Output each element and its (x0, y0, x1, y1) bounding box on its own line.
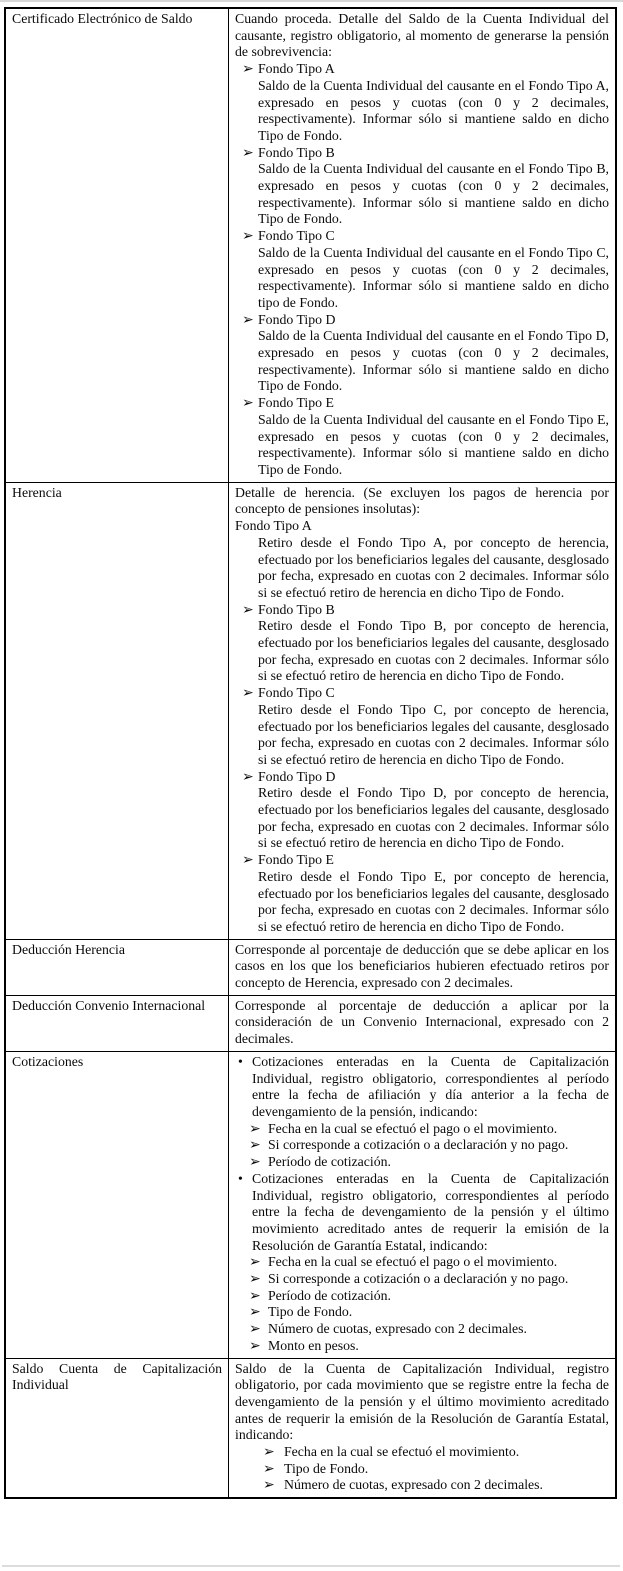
arrow-bullet-icon: ➢ (249, 1287, 261, 1303)
table-row (5, 482, 616, 939)
paragraph: Saldo de la Cuenta Individual del causante en el Fondo Tipo A, expresado en pesos y cuotas (con 0 y 2 decimales, respectivamente). Informar sólo si mantiene saldo en dicho Tipo de Fondo. (258, 77, 609, 143)
list-item-text: Tipo de Fondo. (268, 1304, 353, 1320)
table-row (5, 1358, 616, 1498)
list-item (242, 228, 609, 245)
arrow-bullet-icon: ➢ (242, 685, 254, 701)
page-top-edge (0, 0, 623, 2)
doc-table-body (5, 8, 616, 1498)
arrow-bullet-icon: ➢ (249, 1337, 261, 1353)
row-label-cell (5, 8, 229, 482)
page-bottom-edge (2, 1565, 620, 1567)
row-label-cell (5, 995, 229, 1051)
list-item (249, 1321, 609, 1338)
list-item (249, 1288, 609, 1305)
arrow-bullet-icon: ➢ (249, 1120, 261, 1136)
paragraph: Saldo de la Cuenta Individual del causante en el Fondo Tipo D, expresado en pesos y cuotas (con 0 y 2 decimales, respectivamente). Informar sólo si mantiene saldo en dicho Tipo de Fondo. (258, 328, 609, 394)
list-item-text: Monto en pesos. (268, 1337, 359, 1353)
list-item-text: Fondo Tipo D (258, 311, 336, 327)
row-content-cell (229, 995, 617, 1051)
dot-bullet-icon: • (238, 1170, 243, 1186)
row-label: Certificado Electrónico de Saldo (12, 11, 193, 26)
arrow-bullet-icon: ➢ (249, 1321, 261, 1337)
arrow-bullet-icon: ➢ (263, 1477, 275, 1493)
list-item (242, 852, 609, 869)
arrow-bullet-icon: ➢ (249, 1154, 261, 1170)
list-item (242, 312, 609, 329)
paragraph: Retiro desde el Fondo Tipo B, por concepto de herencia, efectuado por los beneficiarios legales del causante, desglosado por fecha, expresado en cuotas con 2 decimales. Informar sólo si se efectuó retiro de herencia en dicho Tipo de Fondo. (258, 618, 609, 684)
list-item (242, 685, 609, 702)
arrow-bullet-icon: ➢ (242, 61, 254, 77)
list-item (249, 1137, 609, 1154)
list-item-text: Cotizaciones enteradas en la Cuenta de Capitalización Individual, registro obligatorio, correspondientes al período entre la fecha de afiliación y día anterior a la fecha de devengamiento de la pensión, indicando: (252, 1053, 609, 1119)
arrow-bullet-icon: ➢ (249, 1304, 261, 1320)
list-item (242, 145, 609, 162)
list-item (249, 1254, 609, 1271)
arrow-bullet-icon: ➢ (242, 768, 254, 784)
list-item (249, 1338, 609, 1355)
list-item-text: Fondo Tipo E (258, 395, 334, 411)
paragraph: Detalle de herencia. (Se excluyen los pagos de herencia por concepto de pensiones insolutas): (235, 484, 609, 517)
list-item-text: Fondo Tipo E (258, 852, 334, 868)
list-item (249, 1121, 609, 1138)
list-item-text: Fecha en la cual se efectuó el pago o el movimiento. (268, 1120, 558, 1136)
list-item (242, 61, 609, 78)
row-content-cell (229, 939, 617, 995)
row-content-cell (229, 1358, 617, 1498)
list-item-text: Si corresponde a cotización o a declaración y no pago. (268, 1137, 569, 1153)
row-content-cell (229, 482, 617, 939)
paragraph: Cuando proceda. Detalle del Saldo de la Cuenta Individual del causante, registro obligatorio, al momento de generarse la pensión de sobrevivencia: (235, 11, 609, 60)
paragraph: Retiro desde el Fondo Tipo D, por concepto de herencia, efectuado por los beneficiarios legales del causante, desglosado por fecha, expresado en cuotas con 2 decimales. Informar sólo si se efectuó retiro de herencia en dicho Tipo de Fondo. (258, 785, 609, 851)
list-item (263, 1477, 609, 1494)
row-label: Deducción Convenio Internacional (12, 997, 206, 1013)
row-label: Deducción Herencia (12, 941, 125, 957)
arrow-bullet-icon: ➢ (249, 1137, 261, 1153)
paragraph: Fondo Tipo A (235, 518, 312, 534)
row-label-cell (5, 939, 229, 995)
list-item-text: Fecha en la cual se efectuó el pago o el movimiento. (268, 1254, 558, 1270)
list-item-text: Tipo de Fondo. (284, 1460, 369, 1476)
arrow-bullet-icon: ➢ (263, 1460, 275, 1476)
row-label: Herencia (12, 484, 62, 500)
arrow-bullet-icon: ➢ (242, 228, 254, 244)
paragraph: Saldo de la Cuenta de Capitalización Individual, registro obligatorio, por cada movimiento que se registre entre la fecha de devengamiento de la pensión y el último movimiento acreditado antes de requerir la emisión de la Resolución de Garantía Estatal, indicando: (235, 1360, 609, 1443)
row-label-cell (5, 482, 229, 939)
list-item-text: Fondo Tipo A (258, 61, 335, 77)
table-row (5, 1051, 616, 1358)
list-item-text: Fondo Tipo C (258, 228, 335, 244)
list-item (263, 1461, 609, 1478)
list-item (263, 1444, 609, 1461)
list-item-text: Fondo Tipo B (258, 144, 335, 160)
list-item (242, 395, 609, 412)
list-item-text: Fondo Tipo C (258, 685, 335, 701)
arrow-bullet-icon: ➢ (249, 1254, 261, 1270)
arrow-bullet-icon: ➢ (263, 1444, 275, 1460)
list-item (238, 1171, 609, 1255)
list-item-text: Fondo Tipo D (258, 768, 336, 784)
list-item-text: Período de cotización. (268, 1287, 391, 1303)
paragraph: Retiro desde el Fondo Tipo E, por concepto de herencia, efectuado por los beneficiarios legales del causante, desglosado por fecha, expresado en cuotas con 2 decimales. Informar sólo si se efectuó retiro de herencia en dicho Tipo de Fondo. (258, 868, 609, 934)
arrow-bullet-icon: ➢ (242, 311, 254, 327)
dot-bullet-icon: • (238, 1053, 243, 1069)
list-item-text: Número de cuotas, expresado con 2 decimales. (268, 1321, 527, 1337)
list-item (242, 769, 609, 786)
table-row (5, 8, 616, 482)
list-item (249, 1154, 609, 1171)
arrow-bullet-icon: ➢ (242, 144, 254, 160)
table-row (5, 995, 616, 1051)
paragraph: Saldo de la Cuenta Individual del causante en el Fondo Tipo B, expresado en pesos y cuotas (con 0 y 2 decimales, respectivamente). Informar sólo si mantiene saldo en dicho Tipo de Fondo. (258, 161, 609, 227)
row-content-cell (229, 1051, 617, 1358)
list-item-text: Fondo Tipo B (258, 601, 335, 617)
arrow-bullet-icon: ➢ (242, 601, 254, 617)
arrow-bullet-icon: ➢ (242, 852, 254, 868)
list-item-text: Período de cotización. (268, 1154, 391, 1170)
row-label-cell (5, 1051, 229, 1358)
list-item-text: Cotizaciones enteradas en la Cuenta de Capitalización Individual, registro obligatorio, correspondientes al período entre la fecha de devengamiento de la pensión y el último movimiento acreditado antes de requerir la emisión de la Resolución de Garantía Estatal, indicando: (252, 1170, 609, 1253)
row-label: Cotizaciones (12, 1053, 84, 1069)
row-label-cell (5, 1358, 229, 1498)
row-content-cell (229, 8, 617, 482)
paragraph: Saldo de la Cuenta Individual del causante en el Fondo Tipo C, expresado en pesos y cuotas (con 0 y 2 decimales, respectivamente). Informar sólo si mantiene saldo en dicho tipo de Fondo. (258, 244, 609, 310)
paragraph: Retiro desde el Fondo Tipo A, por concepto de herencia, efectuado por los beneficiarios legales del causante, desglosado por fecha, expresado en cuotas con 2 decimales. Informar sólo si se efectuó retiro de herencia en dicho Tipo de Fondo. (258, 534, 609, 600)
paragraph: Corresponde al porcentaje de deducción que se debe aplicar en los casos en los que los beneficiarios hubieren efectuado retiros por concepto de Herencia, expresado con 2 decimales. (235, 941, 609, 991)
list-item (249, 1304, 609, 1321)
list-item (238, 1054, 609, 1121)
list-item (242, 602, 609, 619)
specification-table (4, 7, 617, 1499)
paragraph: Saldo de la Cuenta Individual del causante en el Fondo Tipo E, expresado en pesos y cuotas (con 0 y 2 decimales, respectivamente). Informar sólo si mantiene saldo en dicho Tipo de Fondo. (258, 411, 609, 477)
paragraph: Corresponde al porcentaje de deducción a aplicar por la consideración de un Convenio Internacional, expresado con 2 decimales. (235, 997, 609, 1047)
arrow-bullet-icon: ➢ (249, 1271, 261, 1287)
list-item-text: Fecha en la cual se efectuó el movimiento. (284, 1444, 520, 1460)
list-item-text: Si corresponde a cotización o a declaración y no pago. (268, 1271, 569, 1287)
list-item-text: Número de cuotas, expresado con 2 decimales. (284, 1477, 543, 1493)
arrow-bullet-icon: ➢ (242, 395, 254, 411)
row-label: Saldo Cuenta de Capitalización Individual (12, 1360, 222, 1393)
table-row (5, 939, 616, 995)
list-item (249, 1271, 609, 1288)
paragraph: Retiro desde el Fondo Tipo C, por concepto de herencia, efectuado por los beneficiarios legales del causante, desglosado por fecha, expresado en cuotas con 2 decimales. Informar sólo si se efectuó retiro de herencia en dicho Tipo de Fondo. (258, 701, 609, 767)
